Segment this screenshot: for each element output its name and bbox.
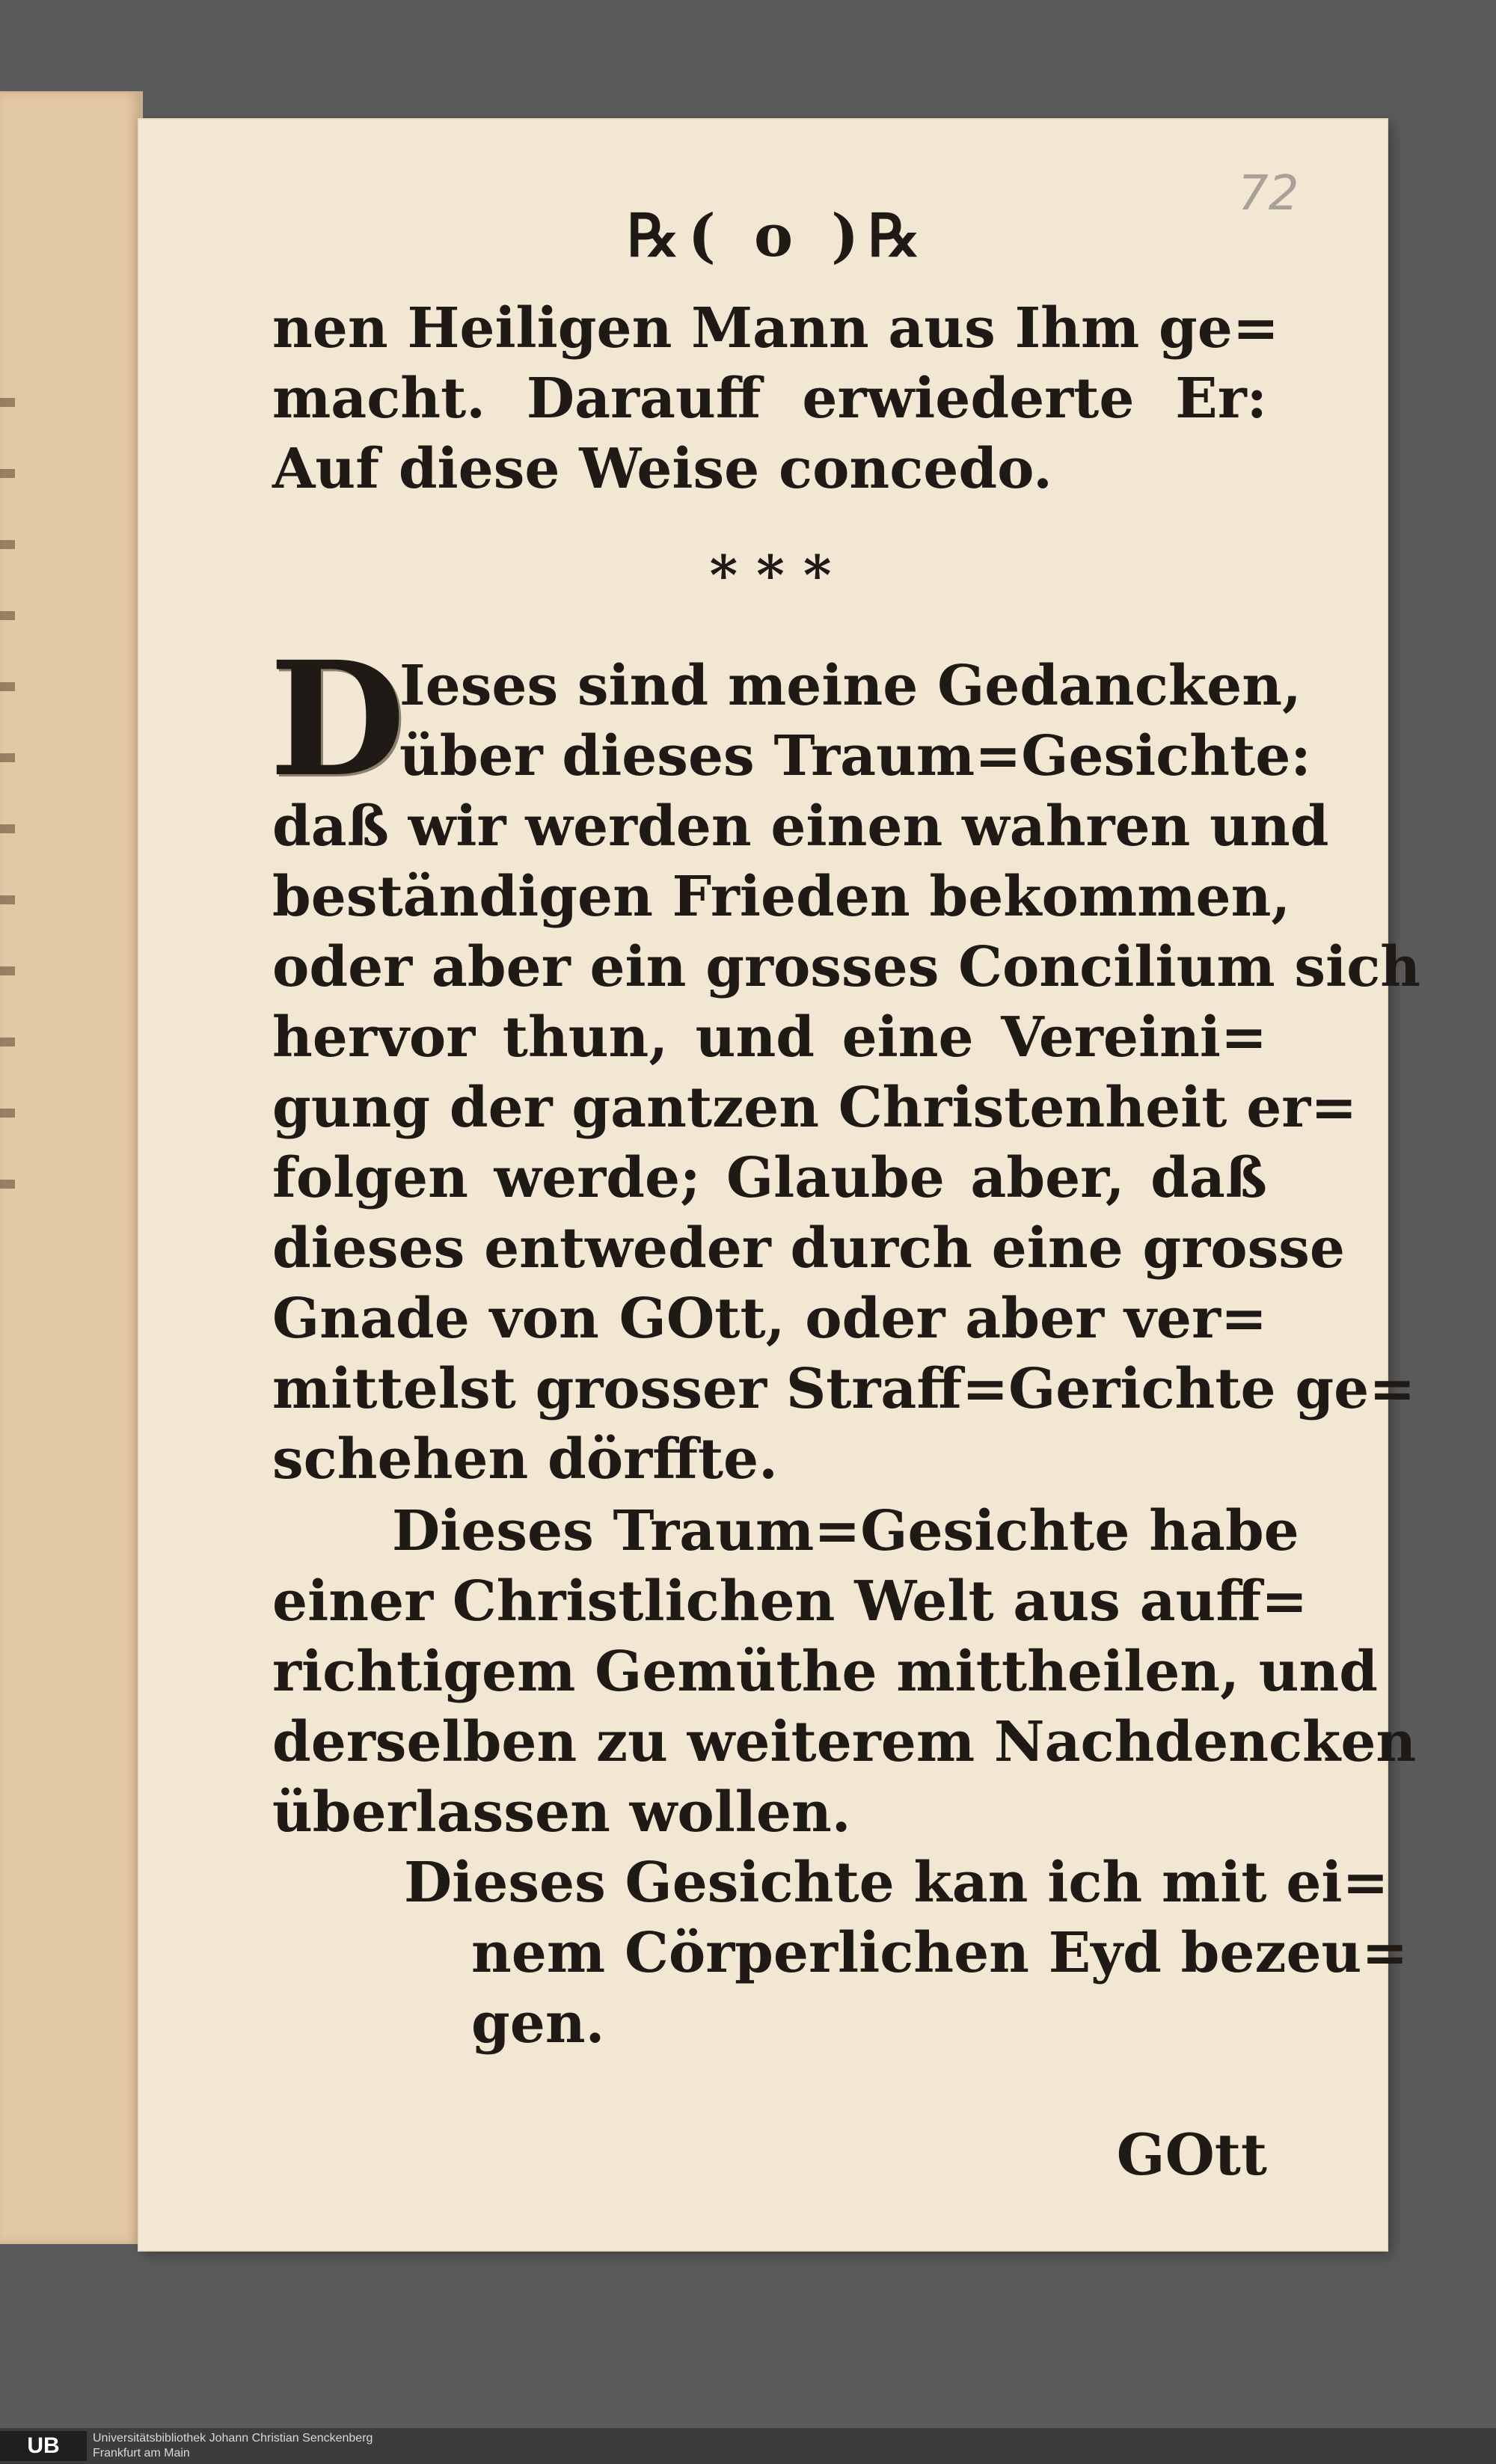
page-header-ornament: ℞( o )℞ [627, 202, 929, 270]
asterism-ornament: * * * [709, 543, 832, 607]
text-line: Dieses Traum=Gesichte habe [392, 1499, 1299, 1563]
catchword: GOtt [1116, 2121, 1267, 2188]
text-line: beständigen Frieden bekommen, [272, 865, 1291, 929]
library-name: Universitätsbibliothek Johann Christian Senckenberg [93, 2432, 373, 2445]
text-line: gen. [471, 1991, 605, 2056]
text-line: derselben zu weiterem Nachdencken [272, 1710, 1417, 1774]
paragraph-3 [272, 1496, 1417, 1848]
previous-page-edge [0, 91, 143, 2244]
folio-number: 72 [1238, 166, 1299, 221]
previous-page-text-edge [0, 353, 15, 1251]
text-line: über dieses Traum=Gesichte: [399, 724, 1311, 788]
text-line: Gnade von GOtt, oder aber ver= [272, 1287, 1267, 1351]
text-line: nen Heiligen Mann aus Ihm ge= [272, 296, 1279, 361]
text-line: folgen werde; Glaube aber, daß [272, 1146, 1267, 1210]
paragraph-1 [272, 293, 1279, 504]
text-line: dieses entweder durch eine grosse [272, 1216, 1346, 1281]
drop-capital: D [269, 627, 406, 812]
paragraph-4 [404, 1848, 1408, 2059]
text-line: oder aber ein grosses Concilium sich [272, 935, 1421, 999]
text-line: richtigem Gemüthe mittheilen, und [272, 1640, 1378, 1704]
text-line: schehen dörffte. [272, 1427, 778, 1492]
text-line: einer Christlichen Welt aus auff= [272, 1569, 1308, 1634]
text-line: Ieses sind meine Gedancken, [399, 654, 1302, 718]
text-line: mittelst grosser Straff=Gerichte ge= [272, 1357, 1416, 1421]
text-line: hervor thun, und eine Vereini= [272, 1005, 1267, 1070]
text-line: daß wir werden einen wahren und [272, 794, 1329, 859]
text-line: Dieses Gesichte kan ich mit ei= [404, 1851, 1389, 1915]
library-credit [93, 2431, 373, 2461]
text-line: macht. Darauff erwiederte Er: [272, 367, 1267, 431]
text-line: gung der gantzen Christenheit er= [272, 1076, 1358, 1140]
text-line: nem Cörperlichen Eyd bezeu= [471, 1921, 1408, 1985]
text-line: überlassen wollen. [272, 1780, 851, 1845]
library-city: Frankfurt am Main [93, 2447, 190, 2460]
paragraph-2 [272, 651, 1421, 1495]
text-line: Auf diese Weise concedo. [272, 437, 1052, 501]
library-logo: UB [0, 2431, 87, 2461]
